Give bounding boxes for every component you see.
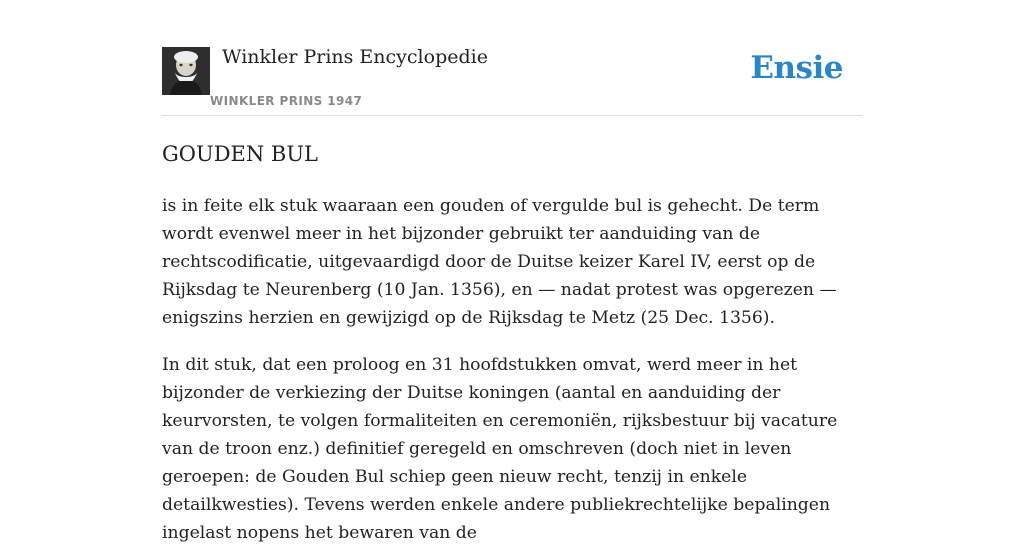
article-title: GOUDEN BUL [162,142,318,166]
article-paragraph: is in feite elk stuk waaraan een gouden of vergulde bul is gehecht. De term wordt evenwel meer in het bijzonder gebruikt ter aanduiding van de rechtscodificatie, uitgevaardigd door de Duitse keizer Karel IV, eerst op de Rijksdag te Neurenberg (10 Jan. 1356), en — nadat protest was opgerezen — enigszins herzien en gewijzigd op de Rijksdag te Metz (25 Dec. 1356). [162,196,837,328]
avatar[interactable] [162,47,210,95]
brand-logo[interactable]: Ensie [750,50,843,86]
site-header [162,0,862,116]
site-subtitle: WINKLER PRINS 1947 [210,94,363,108]
article-paragraph: In dit stuk, dat een proloog en 31 hoofdstukken omvat, werd meer in het bijzonder de verkiezing der Duitse koningen (aantal en aanduiding der keurvorsten, te volgen formaliteiten en ceremoniën, rijksbestuur bij vacature van de troon enz.) definitief geregeld en omschreven (doch niet in leven geroepen: de Gouden Bul schiep geen nieuw recht, tenzij in enkele detailkwesties). Tevens werden enkele andere publiekrechtelijke bepalingen ingelast nopens het bewaren van de [162,355,838,543]
content-container [162,0,862,543]
site-title[interactable]: Winkler Prins Encyclopedie [222,46,488,68]
portrait-image [162,47,210,95]
